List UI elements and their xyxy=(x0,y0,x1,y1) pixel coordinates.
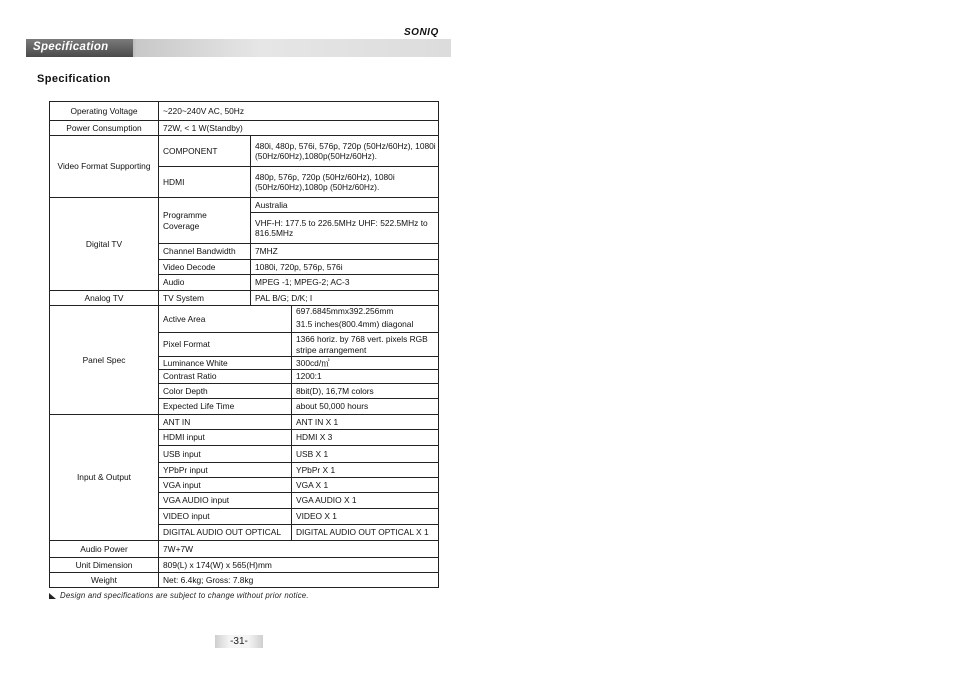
spec-value: PAL B/G; D/K; I xyxy=(255,292,313,303)
spec-value: VGA X 1 xyxy=(296,479,329,490)
spec-value: 1080i, 720p, 576p, 576i xyxy=(255,261,343,272)
spec-value: 1366 horiz. by 768 vert. pixels RGB xyxy=(296,333,428,344)
spec-item-label: VGA AUDIO input xyxy=(163,495,230,506)
table-border-right xyxy=(438,101,439,588)
spec-value: 7W+7W xyxy=(163,543,194,554)
spec-item-label: USB input xyxy=(163,448,201,459)
spec-value: 480p, 576p, 720p (50Hz/60Hz), 1080i (50Hz/60Hz),1080p (50Hz/60Hz). xyxy=(255,171,395,192)
spec-value: DIGITAL AUDIO OUT OPTICAL X 1 xyxy=(296,527,429,538)
spec-item-label: VGA input xyxy=(163,479,201,490)
spec-item-label: ANT IN xyxy=(163,416,191,427)
spec-value: HDMI X 3 xyxy=(296,432,333,443)
spec-item-label: Audio xyxy=(163,277,185,288)
table-row-divider xyxy=(49,587,439,588)
spec-group-label: Digital TV xyxy=(85,238,123,249)
spec-item-label: Channel Bandwidth xyxy=(163,246,236,257)
spec-group-label: Power Consumption xyxy=(66,122,142,133)
spec-group-label: Panel Spec xyxy=(82,354,126,365)
spec-value: 809(L) x 174(W) x 565(H)mm xyxy=(163,559,272,570)
spec-item-label: Pixel Format xyxy=(163,339,211,350)
spec-value: 1200:1 xyxy=(296,371,322,382)
banner-title: Specification xyxy=(33,41,109,53)
spec-item-label: Color Depth xyxy=(163,385,208,396)
section-title: Specification xyxy=(37,73,111,85)
spec-item-label: Programme Coverage xyxy=(163,210,207,231)
spec-item-label: HDMI input xyxy=(163,432,205,443)
spec-item-label: HDMI xyxy=(163,176,185,187)
spec-value: 72W, < 1 W(Standby) xyxy=(163,122,243,133)
spec-value: VHF-H: 177.5 to 226.5MHz UHF: 522.5MHz to 816.5MHz xyxy=(255,217,428,238)
spec-value: Australia xyxy=(255,200,288,210)
spec-item-label: TV System xyxy=(163,292,204,303)
spec-value: Net: 6.4kg; Gross: 7.8kg xyxy=(163,574,254,585)
spec-value: USB X 1 xyxy=(296,448,329,459)
spec-group-label: Operating Voltage xyxy=(70,105,138,116)
spec-item-label: VIDEO input xyxy=(163,511,210,522)
spec-value: ANT IN X 1 xyxy=(296,416,339,427)
spec-value: stripe arrangement xyxy=(296,344,367,355)
spec-value: 300cd/㎡ xyxy=(296,357,330,368)
spec-item-label: DIGITAL AUDIO OUT OPTICAL xyxy=(163,527,282,538)
spec-value: MPEG -1; MPEG-2; AC-3 xyxy=(255,277,350,288)
spec-item-label: COMPONENT xyxy=(163,145,218,156)
spec-item-label: Contrast Ratio xyxy=(163,371,217,382)
spec-item-label: Active Area xyxy=(163,313,206,324)
spec-value: about 50,000 hours xyxy=(296,401,369,412)
spec-value: 480i, 480p, 576i, 576p, 720p (50Hz/60Hz), 1080i (50Hz/60Hz),1080p(50Hz/60Hz). xyxy=(255,140,436,161)
spec-group-label: Audio Power xyxy=(80,543,128,554)
spec-value: ~220~240V AC, 50Hz xyxy=(163,105,245,116)
brand-logo: SONIQ xyxy=(404,27,439,38)
spec-item-label: Luminance White xyxy=(163,357,228,368)
spec-value: 697.6845mmx392.256mm xyxy=(296,306,394,317)
spec-group-label: Input & Output xyxy=(76,472,131,483)
spec-group-label: Analog TV xyxy=(84,292,124,303)
footnote: Design and specifications are subject to change without prior notice. xyxy=(60,591,309,600)
spec-group-label: Video Format Supporting xyxy=(57,161,151,172)
spec-value: 8bit(D), 16,7M colors xyxy=(296,385,374,396)
spec-item-label: Video Decode xyxy=(163,261,216,272)
spec-value: VIDEO X 1 xyxy=(296,511,337,522)
page-number: -31- xyxy=(230,636,248,647)
spec-value: VGA AUDIO X 1 xyxy=(296,495,357,506)
spec-value: 31.5 inches(800.4mm) diagonal xyxy=(296,318,414,329)
note-arrow-icon xyxy=(49,593,56,599)
spec-item-label: Expected Life Time xyxy=(163,401,235,412)
spec-value: YPbPr X 1 xyxy=(296,464,336,475)
spec-item-label: YPbPr input xyxy=(163,464,208,475)
spec-value: 7MHZ xyxy=(255,246,278,257)
spec-group-label: Weight xyxy=(91,574,117,585)
spec-group-label: Unit Dimension xyxy=(75,559,133,570)
